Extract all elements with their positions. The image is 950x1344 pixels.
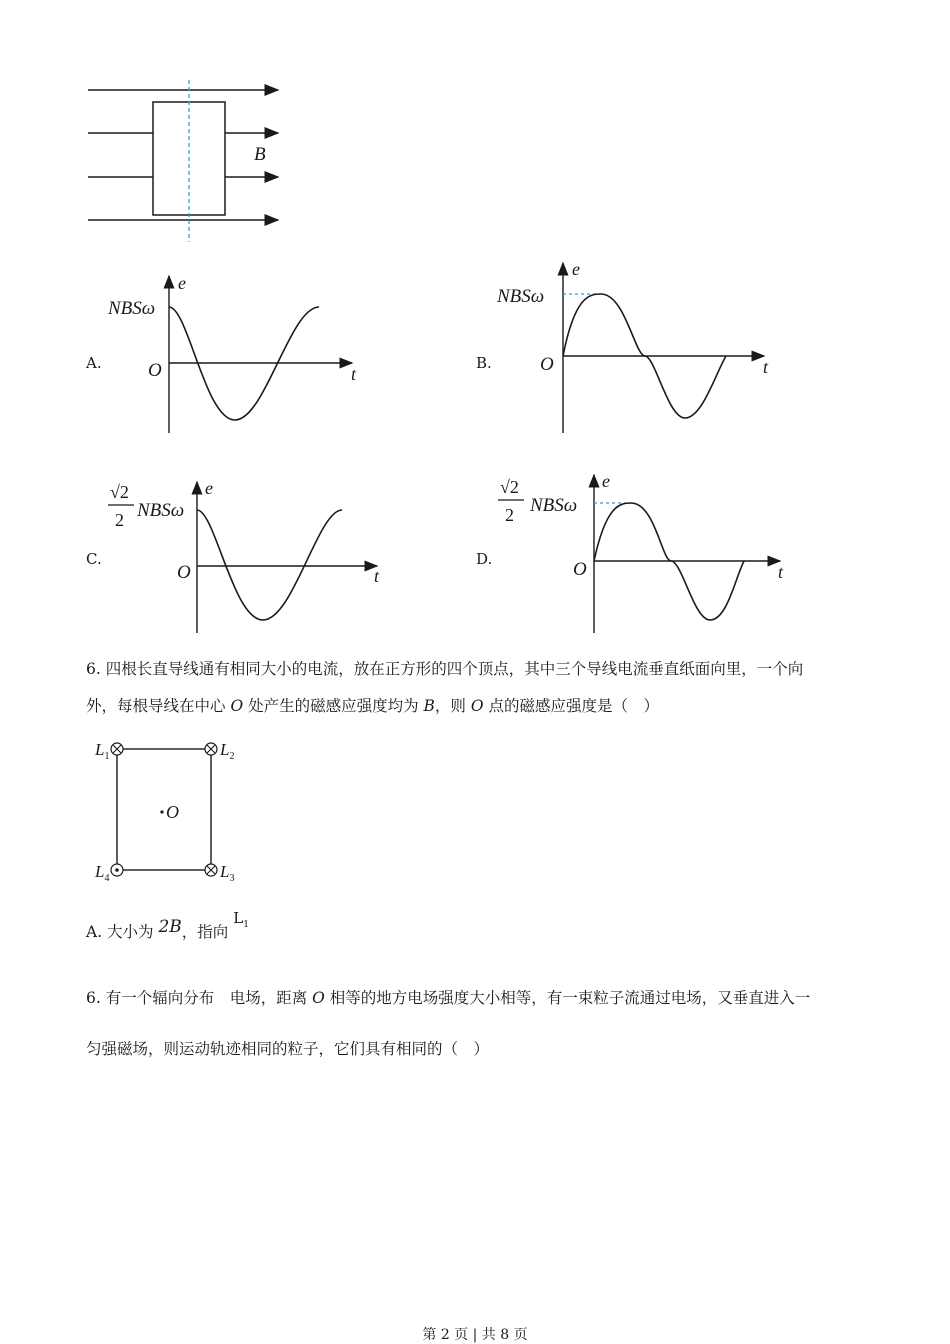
y-axis-label: e bbox=[205, 478, 213, 498]
peak-suffix: NBSω bbox=[530, 495, 578, 516]
q6-text: ，则 bbox=[434, 697, 471, 715]
square-outline bbox=[117, 749, 211, 870]
answer-a-value: 2B bbox=[158, 917, 182, 937]
answer-a-text: ，指向 bbox=[181, 923, 234, 941]
q6b-text: 6. 有一个辐向分布 电场，距离 bbox=[86, 989, 313, 1007]
graph-b bbox=[490, 255, 790, 440]
center-label: O bbox=[166, 802, 179, 822]
peak-denominator: 2 bbox=[505, 505, 514, 525]
wire-into-page-icon bbox=[205, 864, 217, 876]
center-dot bbox=[160, 810, 163, 813]
q6-text: 处产生的磁感应强度均为 bbox=[243, 697, 424, 715]
y-axis-label: e bbox=[572, 259, 580, 279]
option-d-label: D. bbox=[476, 550, 493, 568]
origin-label: O bbox=[540, 354, 554, 375]
wire-label-l1: $L_1$ bbox=[95, 740, 110, 762]
peak-label: NBSω bbox=[108, 298, 156, 319]
peak-numerator: √2 bbox=[500, 477, 519, 497]
wire-label-l4: $L_4$ bbox=[95, 862, 110, 884]
origin-label: O bbox=[148, 360, 162, 381]
question-6-line-2 bbox=[86, 696, 659, 716]
wire-label-l2: $L_2$ bbox=[220, 740, 235, 762]
graph-a bbox=[100, 270, 370, 440]
question-6b-line-2: 匀强磁场，则运动轨迹相同的粒子，它们具有相同的（ ） bbox=[86, 1040, 490, 1058]
peak-label: NBSω bbox=[497, 286, 545, 307]
y-axis-label: e bbox=[178, 273, 186, 293]
q6-symbol-o: O bbox=[470, 697, 484, 715]
wire-into-page-icon bbox=[205, 743, 217, 755]
x-axis-label: t bbox=[374, 566, 380, 586]
q6b-text: 相等的地方电场强度大小相等，有一束粒子流通过电场，又垂直进入一 bbox=[324, 989, 811, 1007]
question-6b-line-1 bbox=[86, 988, 810, 1008]
y-axis-label: e bbox=[602, 471, 610, 491]
peak-suffix: NBSω bbox=[137, 500, 185, 521]
option-a-label: A. bbox=[86, 354, 102, 372]
peak-denominator: 2 bbox=[115, 510, 124, 530]
q6b-symbol-o: O bbox=[312, 989, 325, 1007]
peak-numerator: √2 bbox=[110, 482, 129, 502]
x-axis-label: t bbox=[351, 364, 357, 384]
option-c-label: C. bbox=[86, 550, 102, 568]
graph-c bbox=[100, 470, 400, 640]
q6-text: 外，每根导线在中心 bbox=[86, 697, 231, 715]
q6-text: 点的磁感应强度是（ ） bbox=[483, 697, 659, 715]
wire-out-of-page-icon bbox=[111, 864, 123, 876]
field-label: B bbox=[254, 144, 266, 165]
question-6-line-1: 6. 四根长直导线通有相同大小的电流，放在正方形的四个顶点，其中三个导线电流垂直纸面向里，一个向 bbox=[86, 660, 804, 678]
page-footer: 第 2 页 | 共 8 页 bbox=[422, 1327, 528, 1343]
origin-label: O bbox=[573, 559, 587, 580]
q6-symbol-o: O bbox=[230, 697, 244, 715]
x-axis-label: t bbox=[763, 357, 769, 377]
coil-field-figure bbox=[80, 75, 300, 250]
option-b-label: B. bbox=[476, 354, 492, 372]
x-axis-label: t bbox=[778, 562, 784, 582]
origin-label: O bbox=[177, 562, 191, 583]
square-wires-figure bbox=[90, 735, 250, 895]
answer-a bbox=[86, 909, 249, 952]
graph-d bbox=[490, 465, 800, 640]
answer-a-text: A. 大小为 bbox=[86, 923, 159, 941]
wire-into-page-icon bbox=[111, 743, 123, 755]
cosine-curve bbox=[197, 510, 342, 620]
wire-label-l3: $L_3$ bbox=[220, 862, 235, 884]
answer-a-target: $L_1$ bbox=[233, 909, 249, 930]
q6-symbol-b: B bbox=[423, 697, 435, 715]
